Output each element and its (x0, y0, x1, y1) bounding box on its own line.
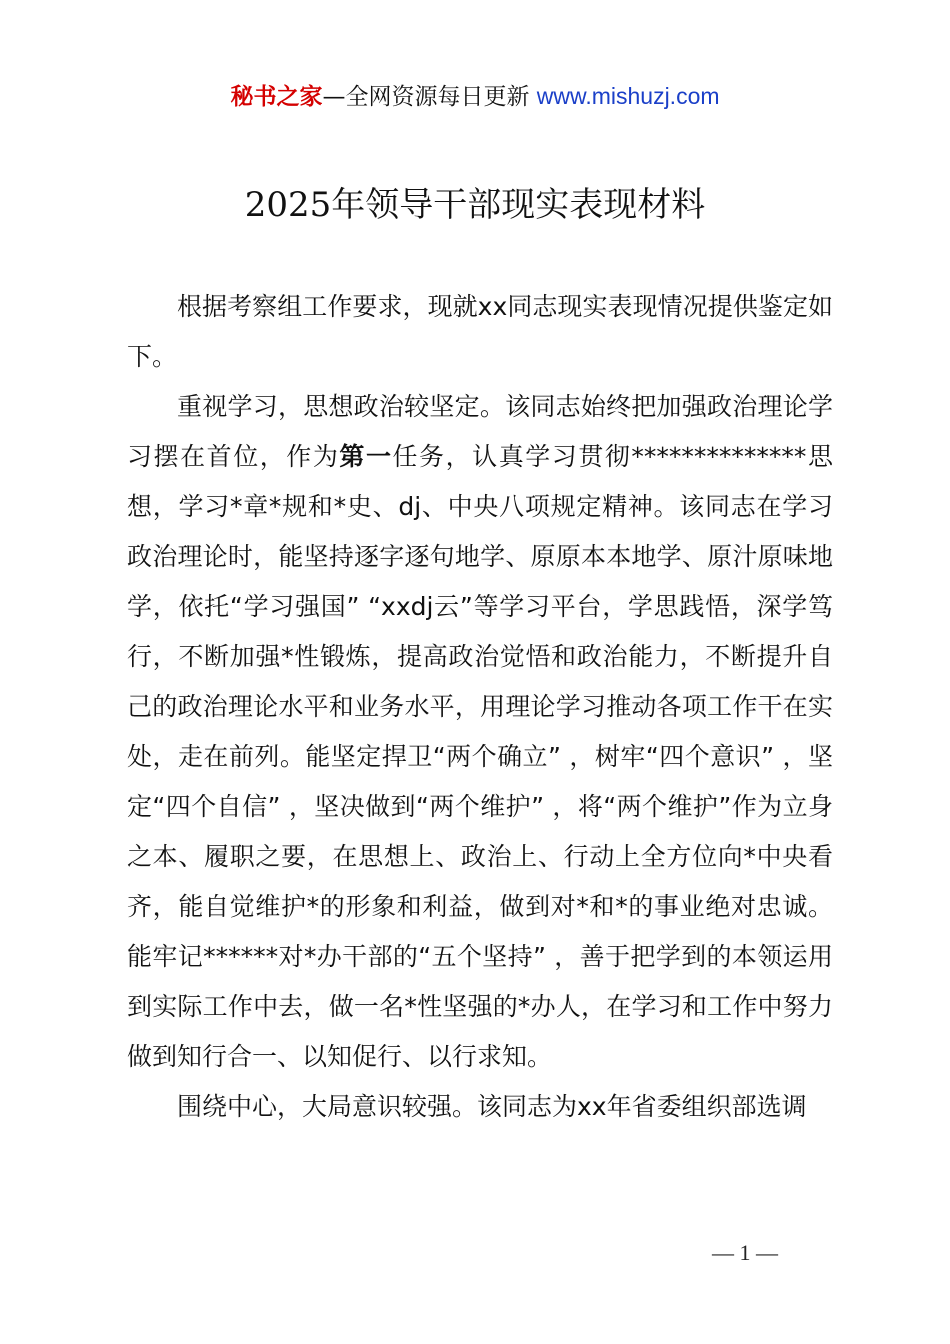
paragraph-intro: 根据考察组工作要求，现就xx同志现实表现情况提供鉴定如下。 (127, 292, 833, 371)
page-number: — 1 — (712, 1240, 778, 1265)
document-body (127, 282, 833, 1132)
site-header (0, 80, 950, 113)
paragraph-study-bold: 第一 (339, 442, 393, 471)
site-url-link[interactable]: www.mishuzj.com (536, 83, 720, 109)
site-name: 秘书之家 (230, 84, 323, 110)
paragraph-study (127, 382, 833, 1082)
paragraph-center: 围绕中心，大局意识较强。该同志为xx年省委组织部选调 (177, 1092, 807, 1121)
paragraph-study-text-a: 重视学习，思想政治较坚定。该同志始终把加强政治理论学习摆在首位，作为 (127, 392, 833, 471)
document-title: 2025年领导干部现实表现材料 (244, 185, 706, 225)
paragraph-study-text-b: 任务，认真学习贯彻**************思想，学习*章*规和*史、dj、中央八项规定精神。该同志在学习政治理论时，能坚持逐字逐句地学、原原本本地学、原汁原味地学，依托“学习强国” “xxdj云”等学习平台，学思践悟，深学笃行，不断加强*性锻炼，提高政治觉悟和政治能力，不断提升自己的政治理论水平和业务水平，用理论学习推动各项工作干在实处，走在前列。能坚定捍卫“两个确立” ，树牢“四个意识” ，坚定“四个自信” ，坚决做到“两个维护” ，将“两个维护”作为立身之本、履职之要，在思想上、政治上、行动上全方位向*中央看齐，能自觉维护*的形象和利益，做到对*和*的事业绝对忠诚。能牢记******对*办干部的“五个坚持” ，善于把学到的本领运用到实际工作中去，做一名*性坚强的*办人，在学习和工作中努力做到知行合一、以知促行、以行求知。 (127, 442, 833, 1071)
site-tagline: —全网资源每日更新 (322, 84, 530, 110)
